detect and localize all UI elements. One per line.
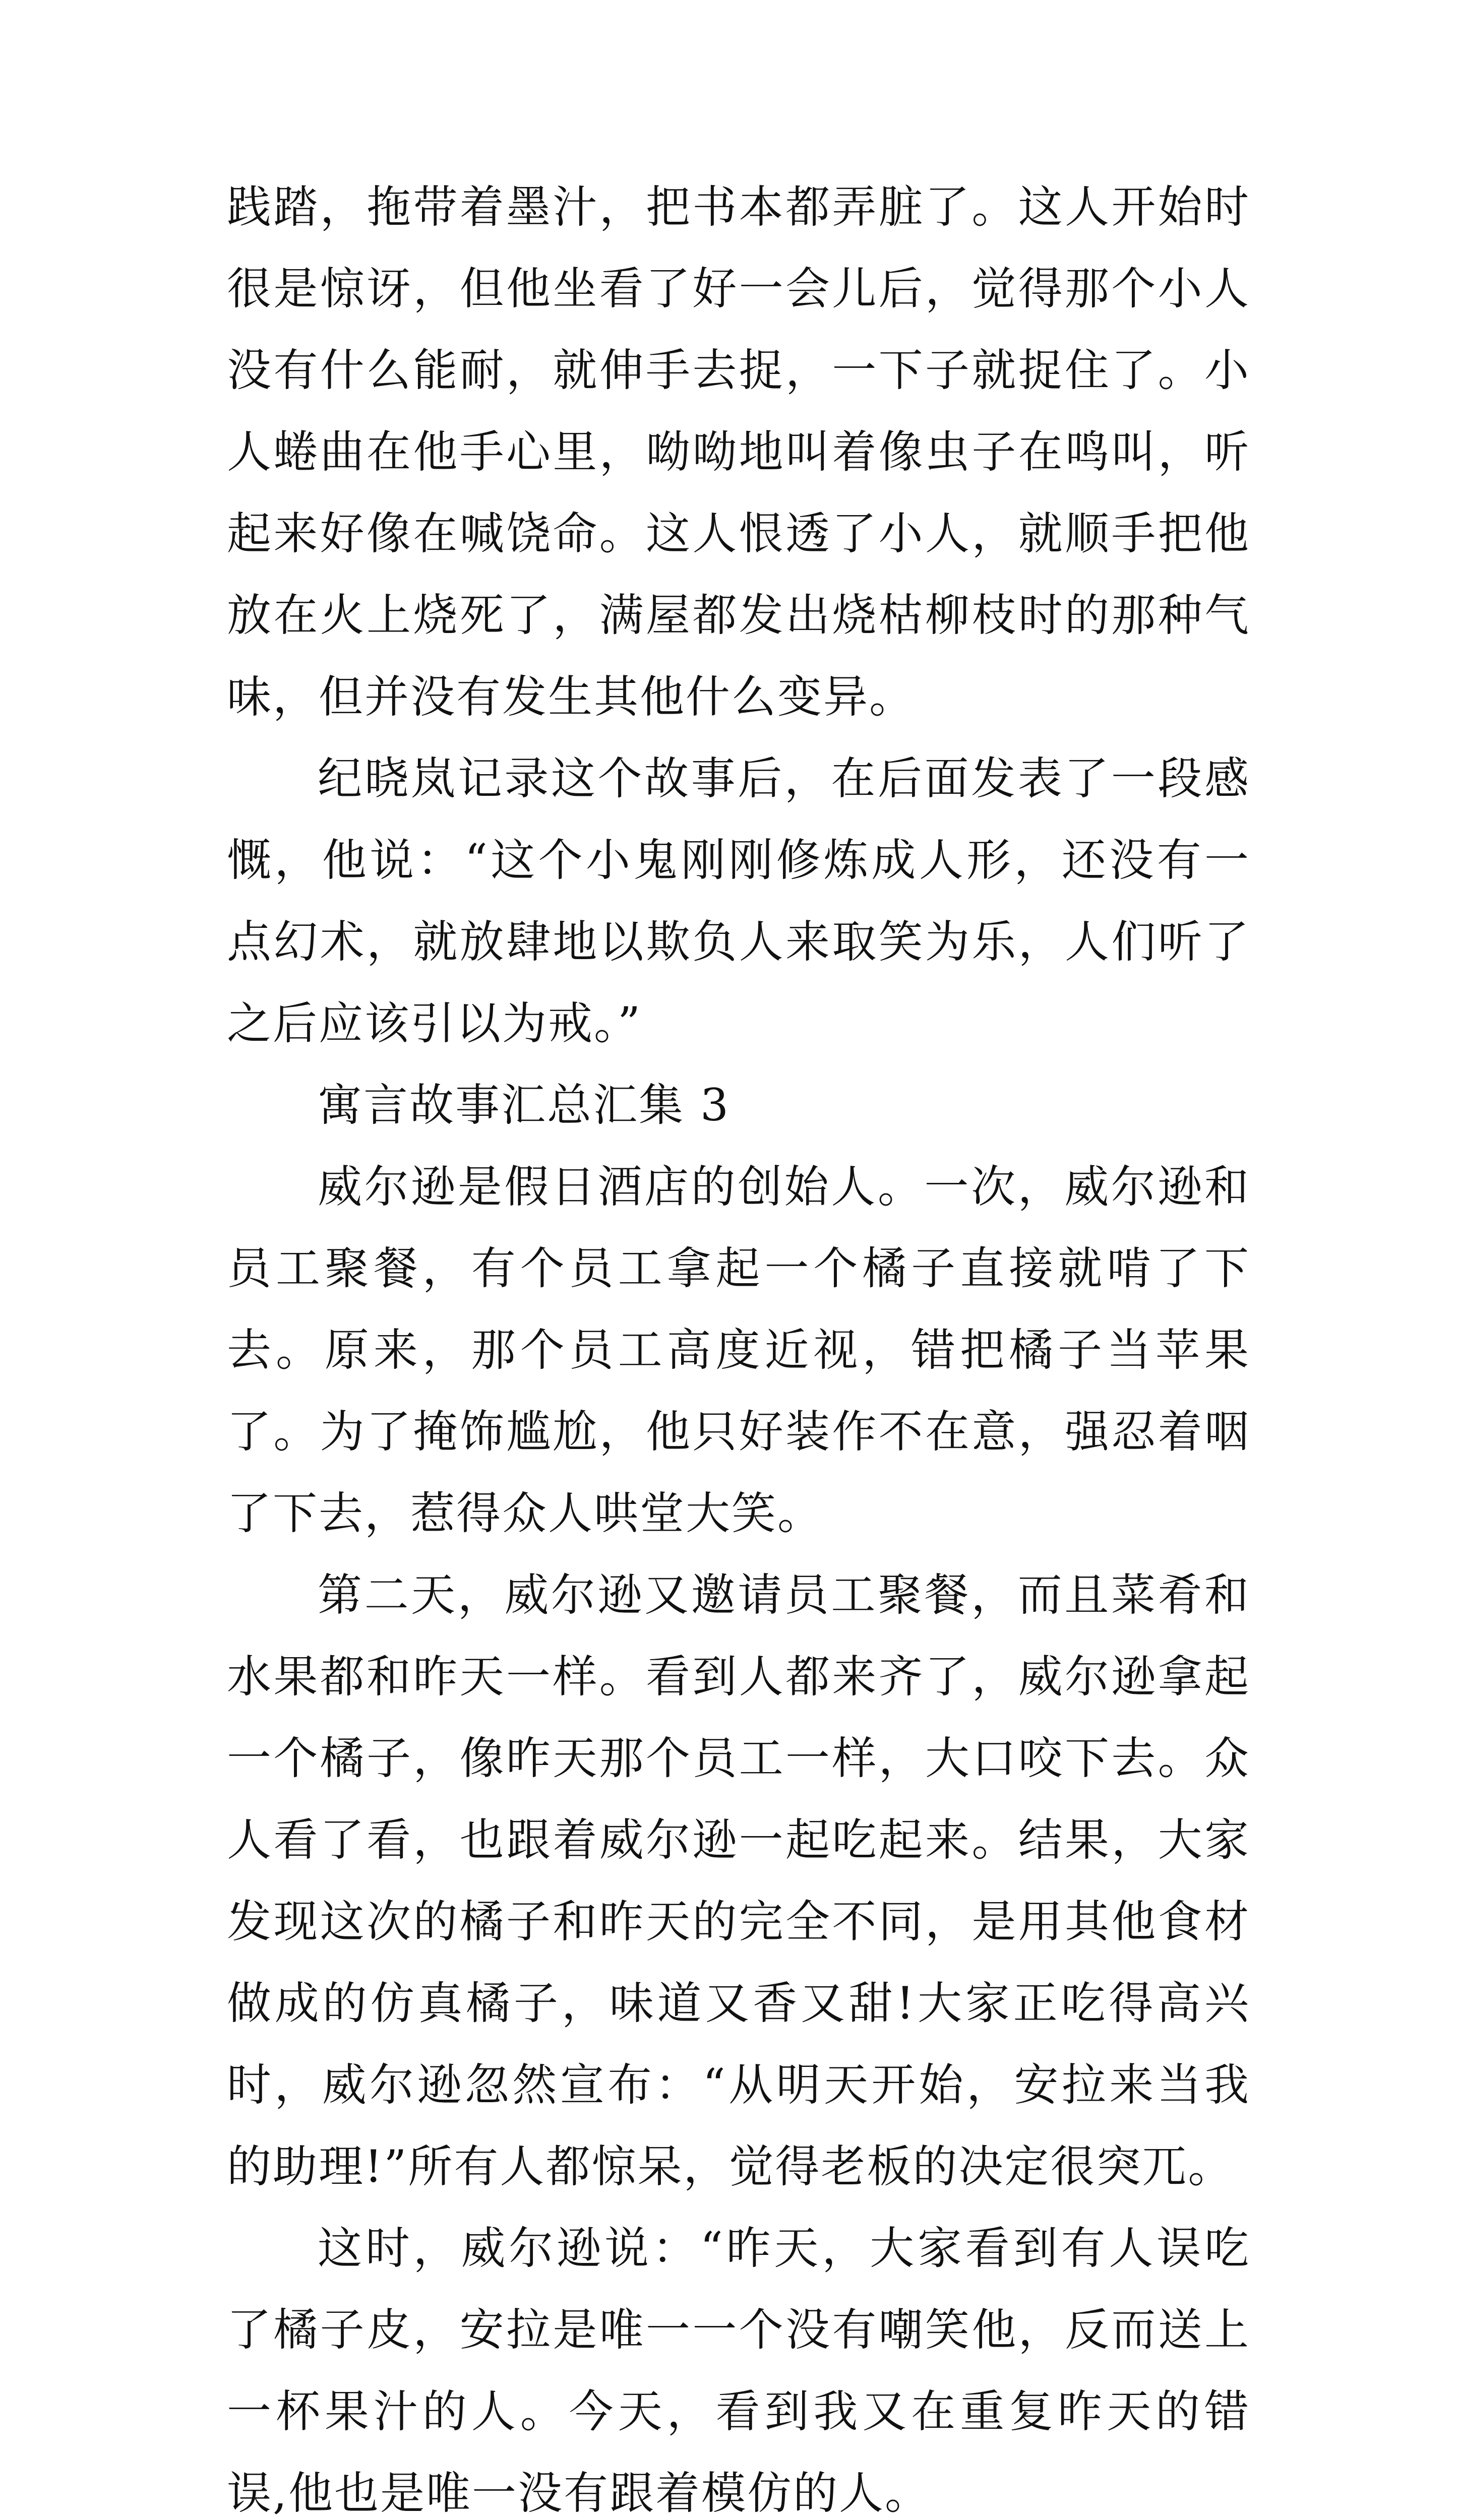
document-body xyxy=(227,166,1250,2520)
paragraph-story-next-day: 第二天，威尔逊又邀请员工聚餐，而且菜肴和水果都和昨天一样。看到人都来齐了，威尔逊拿起一个橘子，像昨天那个员工一样，大口咬下去。众人看了看，也跟着威尔逊一起吃起来。结果，大家发现这次的橘子和昨天的完全不同，是用其他食材做成的仿真橘子，味道又香又甜!大家正吃得高兴时，威尔逊忽然宣布：“从明天开始，安拉来当我的助理!”所有人都惊呆，觉得老板的决定很突兀。 xyxy=(227,1569,1250,2192)
paragraph-story-intro: 威尔逊是假日酒店的创始人。一次，威尔逊和员工聚餐，有个员工拿起一个橘子直接就啃了下去。原来，那个员工高度近视，错把橘子当苹果了。为了掩饰尴尬，他只好装作不在意，强忍着咽了下去，惹得众人哄堂大笑。 xyxy=(227,1161,1250,1539)
paragraph-story-continuation: 践踏，拖带着墨汁，把书本都弄脏了。这人开始时很是惊讶，但他坐看了好一会儿后，觉得那个小人没有什么能耐，就伸手去捉，一下子就捉住了。小人蜷曲在他手心里，呦呦地叫着像虫子在鸣叫，听起来好像在喊饶命。这人恨透了小人，就顺手把他放在火上烧死了，满屋都发出烧枯柳枝时的那种气味，但并没有发生其他什么变异。 xyxy=(227,181,1250,723)
section-title: 寓言故事汇总汇集 3 xyxy=(318,1079,730,1131)
paragraph-story-explanation: 这时，威尔逊说：“昨天，大家看到有人误吃了橘子皮，安拉是唯一一个没有嘲笑他，反而送上一杯果汁的人。今天，看到我又在重复昨天的错误,他也是唯一没有跟着模仿的人。 xyxy=(227,2222,1250,2519)
paragraph-commentary: 纪晓岚记录这个故事后，在后面发表了一段感慨，他说：“这个小鬼刚刚修炼成人形，还没有一点幻术，就放肆地以欺负人来取笑为乐，人们听了之后应该引以为戒。” xyxy=(227,752,1250,1049)
